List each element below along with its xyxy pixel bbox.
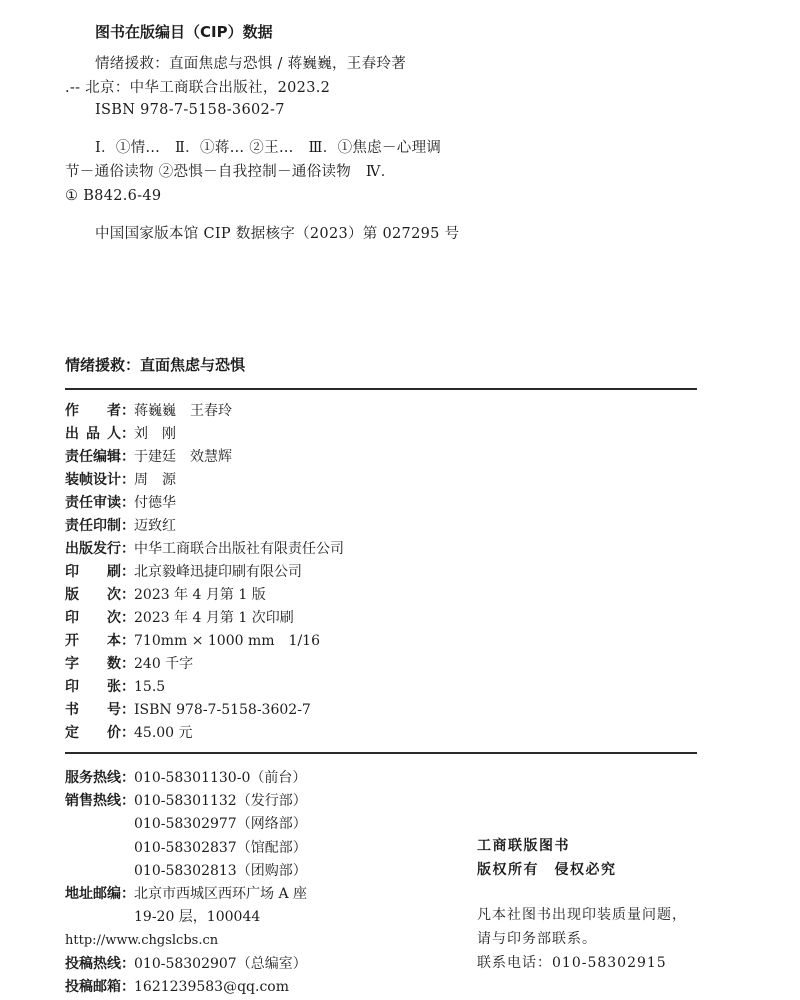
contact-value: 010-58302813（团购部） (134, 862, 307, 879)
submission-email-row (65, 976, 307, 999)
credit-value: 2023 年 4 月第 1 版 (134, 587, 266, 603)
contact-phone: 联系电话：010-58302915 (477, 955, 667, 971)
credit-row-editor (65, 446, 344, 469)
sales-hotline-row (65, 860, 307, 883)
credit-label: 装帧设计 (65, 472, 121, 488)
service-hotline-row (65, 767, 307, 790)
cip-heading: 图书在版编目（CIP）数据 (95, 23, 273, 41)
quality-notice-line-1: 凡本社图书出现印装质量问题， (477, 907, 687, 923)
colon: ： (121, 793, 135, 810)
colon: ： (121, 633, 135, 649)
credit-value: 蒋巍巍 王春玲 (134, 403, 232, 419)
contact-label: 销售热线 (65, 793, 121, 810)
credit-label: 责任编辑 (65, 449, 121, 465)
credit-value: 45.00 元 (134, 725, 193, 741)
colon: ： (121, 587, 135, 603)
submission-hotline-row (65, 953, 307, 976)
credit-value: ISBN 978-7-5158-3602-7 (134, 702, 311, 718)
contact-value: 010-58301130-0（前台） (134, 770, 307, 786)
contact-value: 010-58302837（馆配部） (134, 839, 307, 856)
contact-label: 投稿邮箱 (65, 978, 121, 995)
book-title: 情绪援救：直面焦虑与恐惧 (65, 356, 246, 374)
credit-value: 周 源 (134, 472, 176, 488)
sales-hotline-row (65, 813, 307, 836)
cip-subject-line-1: Ⅰ．①情… Ⅱ．①蒋… ②王… Ⅲ．①焦虑－心理调 (95, 140, 442, 156)
contact-label: 服务热线 (65, 770, 121, 786)
colon: ： (121, 564, 135, 580)
credit-label: 印 次 (65, 610, 121, 626)
cip-publisher-line: .-- 北京：中华工商联合出版社，2023.2 (65, 80, 331, 96)
sales-hotline-row (65, 790, 307, 813)
colon: ： (121, 610, 135, 626)
contact-value: 1621239583@qq.com (134, 978, 289, 995)
divider-top (65, 388, 697, 390)
colon: ： (121, 679, 135, 695)
colon: ： (121, 978, 135, 995)
address-row (65, 906, 307, 929)
credit-row-printer (65, 561, 344, 584)
credit-row-printing (65, 607, 344, 630)
quality-notice-line-2: 请与印务部联系。 (477, 931, 597, 947)
credit-row-proofreader (65, 492, 344, 515)
credit-value: 北京毅峰迅捷印刷有限公司 (134, 564, 302, 580)
credit-label: 字 数 (65, 656, 121, 672)
cip-record-number: 中国国家版本馆 CIP 数据核字（2023）第 027295 号 (95, 226, 460, 242)
contact-list (65, 767, 307, 999)
credit-row-producer (65, 423, 344, 446)
credit-value: 于建廷 效慧辉 (134, 449, 232, 465)
colon: ： (121, 725, 135, 741)
credit-row-publisher (65, 538, 344, 561)
credit-label: 责任审读 (65, 495, 121, 511)
colon: ： (121, 472, 135, 488)
cip-isbn-line: ISBN 978-7-5158-3602-7 (95, 102, 285, 118)
credit-value: 240 千字 (134, 656, 194, 672)
credit-value: 15.5 (134, 679, 166, 695)
credit-label: 定 价 (65, 725, 121, 741)
contact-label: 投稿热线 (65, 955, 121, 972)
credit-label: 作 者 (65, 403, 121, 419)
credit-value: 迈致红 (134, 518, 176, 534)
credit-row-price (65, 722, 344, 745)
colon: ： (121, 702, 135, 718)
colon: ： (121, 656, 135, 672)
copyright-notice: 版权所有 侵权必究 (477, 862, 617, 878)
credit-label: 出版发行 (65, 541, 121, 557)
colon: ： (121, 495, 135, 511)
cip-title-line: 情绪援救：直面焦虑与恐惧 / 蒋巍巍，王春玲著 (95, 56, 407, 72)
credit-row-edition (65, 584, 344, 607)
website-url: http://www.chgslcbs.cn (65, 933, 219, 949)
divider-bottom (65, 752, 697, 754)
colon: ： (121, 885, 135, 902)
credit-value: 2023 年 4 月第 1 次印刷 (134, 610, 294, 626)
contact-value: 北京市西城区西环广场 A 座 (134, 885, 308, 902)
credit-label: 版 次 (65, 587, 121, 603)
credit-row-author (65, 400, 344, 423)
colon: ： (121, 541, 135, 557)
address-row (65, 883, 307, 906)
credit-label: 开 本 (65, 633, 121, 649)
contact-label: 地址邮编 (65, 885, 121, 902)
cip-classification-line: ① B842.6-49 (65, 188, 162, 204)
credit-label: 印 刷 (65, 564, 121, 580)
colon: ： (121, 403, 135, 419)
credit-row-design (65, 469, 344, 492)
credit-value: 付德华 (134, 495, 176, 511)
colon: ： (121, 518, 135, 534)
credits-list (65, 400, 344, 745)
colon: ： (121, 770, 135, 786)
credit-row-sheets (65, 676, 344, 699)
colon: ： (121, 449, 135, 465)
sales-hotline-row (65, 837, 307, 860)
credit-value: 中华工商联合出版社有限责任公司 (134, 541, 344, 557)
colon: ： (121, 955, 135, 972)
credit-row-word-count (65, 653, 344, 676)
credit-label: 出 品 人 (65, 426, 121, 442)
cip-subject-line-2: 节－通俗读物 ②恐惧－自我控制－通俗读物 Ⅳ． (65, 164, 396, 180)
contact-value: 010-58302907（总编室） (134, 955, 307, 972)
credit-label: 书 号 (65, 702, 121, 718)
credit-row-isbn (65, 699, 344, 722)
credit-row-format (65, 630, 344, 653)
credit-label: 责任印制 (65, 518, 121, 534)
contact-value: 19-20 层，100044 (134, 909, 261, 926)
colon: ： (121, 426, 135, 442)
contact-value: 010-58302977（网络部） (134, 816, 307, 833)
imprint-label: 工商联版图书 (477, 838, 570, 854)
credit-label: 印 张 (65, 679, 121, 695)
credit-row-print-supervisor (65, 515, 344, 538)
credit-value: 710mm × 1000 mm 1/16 (134, 633, 320, 649)
credit-value: 刘 刚 (134, 426, 176, 442)
contact-value: 010-58301132（发行部） (134, 793, 307, 810)
